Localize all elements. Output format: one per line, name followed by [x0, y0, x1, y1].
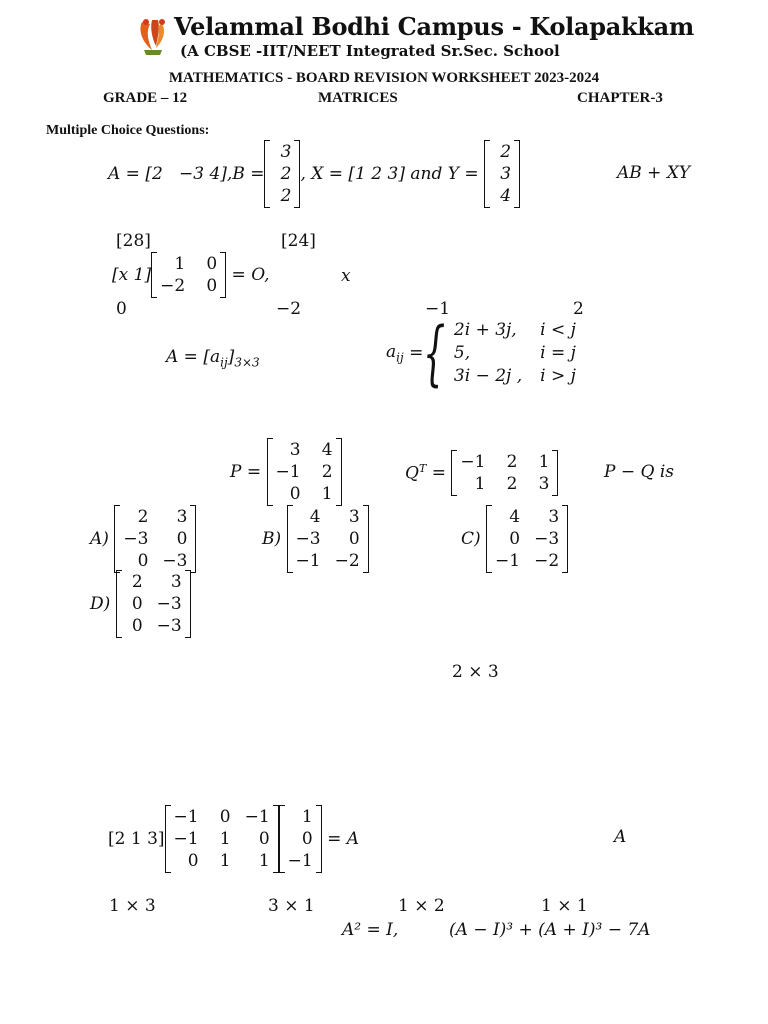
q3-piecewise [386, 312, 576, 394]
q2-option-2: −2 [276, 299, 302, 319]
matrix-cell: −1 [460, 452, 486, 472]
q4-p-label: P = [230, 462, 262, 482]
matrix-cell: 1 [474, 474, 486, 494]
q2-option-4: 2 [573, 299, 584, 319]
q5-order: 2 × 3 [452, 662, 499, 682]
q2-equals: = O, [231, 265, 270, 285]
option-matrix [114, 505, 196, 573]
case-expr: 3i − 2j , [453, 365, 523, 386]
matrix-cell: 0 [301, 829, 313, 849]
q2-option-3: −1 [425, 299, 451, 319]
q4-matrix-p [230, 438, 342, 506]
matrix-cell: −3 [295, 529, 321, 549]
q6-row-vector: [2 1 3] [108, 829, 165, 849]
matrix-cell: −1 [287, 851, 313, 871]
q6-option-1: 1 × 3 [109, 896, 156, 916]
matrix-cell: 2 [137, 507, 149, 527]
matrix-cell: 0 [137, 551, 149, 571]
matrix-cell: 1 [219, 829, 231, 849]
q1-option-1: [28] [116, 231, 151, 251]
matrix-cell: 3 [348, 507, 360, 527]
q6-equals: = A [327, 829, 360, 849]
q2-matrix [151, 252, 226, 298]
q6-option-3: 1 × 2 [398, 896, 445, 916]
matrix-cell: 2 [280, 186, 292, 206]
matrix-cell: 0 [131, 616, 143, 636]
matrix-cell: −3 [123, 529, 149, 549]
matrix-cell: 0 [206, 254, 218, 274]
worksheet-title: MATHEMATICS - BOARD REVISION WORKSHEET 2023-2024 [168, 70, 600, 86]
q1-x-label: , X = [1 2 3] [300, 164, 405, 184]
matrix-cell: 2 [506, 474, 518, 494]
option-label: D) [90, 594, 111, 614]
q6-column-vector [279, 805, 322, 873]
matrix-cell: 4 [309, 507, 321, 527]
section-label: Multiple Choice Questions: [46, 123, 210, 138]
brace-symbol: { [423, 312, 446, 394]
q4-matrix-qt [405, 450, 558, 496]
q6-option-2: 3 × 1 [268, 896, 315, 916]
matrix-p [267, 438, 342, 506]
matrix-cell: 2 [321, 462, 333, 482]
q1-a-rest: −3 4], [179, 164, 233, 184]
chapter-label: CHAPTER-3 [577, 90, 663, 106]
option-label: B) [262, 529, 282, 549]
matrix-cell: −1 [495, 551, 521, 571]
q4-option-c[interactable] [461, 505, 568, 573]
matrix-cell: −3 [156, 616, 182, 636]
matrix-cell: 4 [321, 440, 333, 460]
q4-option-d[interactable] [90, 570, 191, 638]
q6-expression [108, 805, 359, 873]
q7-expression: (A − I)³ + (A + I)³ − 7A [449, 920, 651, 940]
matrix-cell: 4 [500, 186, 512, 206]
q2-expression [112, 252, 270, 298]
q3-matrix-definition: $A = [a_{ij}]_{3\times 3}$ [166, 347, 260, 370]
option-matrix [287, 505, 369, 573]
matrix-cell: −1 [295, 551, 321, 571]
option-label: C) [461, 529, 481, 549]
matrix-cell: 2 [280, 164, 292, 184]
matrix-cell: 3 [289, 440, 301, 460]
matrix-cell: 1 [538, 452, 550, 472]
q4-option-b[interactable] [262, 505, 369, 573]
matrix-cell: 3 [280, 142, 292, 162]
q2-variable: x [341, 266, 351, 286]
matrix-cell: −3 [162, 551, 188, 571]
matrix-cell: 2 [500, 142, 512, 162]
q1-b-label: B = [232, 164, 265, 184]
q3-sub-ij: ij [220, 355, 228, 370]
matrix-cell: 1 [174, 254, 186, 274]
matrix-cell: 1 [321, 484, 333, 504]
option-label: A) [90, 529, 109, 549]
matrix-cell: 0 [176, 529, 188, 549]
matrix-cell: 3 [548, 507, 560, 527]
q3-sub-size: 3×3 [234, 355, 260, 370]
matrix-cell: 0 [258, 829, 270, 849]
matrix-cell: 4 [509, 507, 521, 527]
q4-qt-label: $Q^T$ [405, 462, 427, 484]
q1-a-label: A = [2 [108, 164, 163, 184]
case-cond: i > j [540, 365, 576, 386]
matrix-cell: −1 [275, 462, 301, 482]
q7-condition: A² = I, [342, 920, 399, 940]
matrix-cell: 3 [538, 474, 550, 494]
matrix-cell: 3 [170, 572, 182, 592]
q4-option-a[interactable] [90, 505, 196, 573]
matrix-cell: 0 [206, 276, 218, 296]
q4-ask: P − Q is [604, 462, 674, 482]
q1-matrix-b [264, 140, 300, 208]
q6-matrix [165, 805, 279, 873]
q1-expression [108, 140, 520, 208]
topic-label: MATRICES [318, 90, 398, 106]
grade-label: GRADE – 12 [103, 90, 188, 106]
matrix-cell: 0 [219, 807, 231, 827]
school-subtitle: (A CBSE -IIT/NEET Integrated Sr.Sec. School [180, 42, 560, 60]
matrix-cell: −2 [160, 276, 186, 296]
option-matrix [116, 570, 191, 638]
q2-option-1: 0 [116, 299, 127, 319]
case-expr: 2i + 3j, [453, 319, 517, 340]
q1-option-2: [24] [281, 231, 316, 251]
q1-matrix-y [484, 140, 520, 208]
q1-ask-expression: AB + XY [617, 163, 691, 183]
matrix-cell: −1 [244, 807, 270, 827]
matrix-cell: −3 [156, 594, 182, 614]
matrix-cell: −2 [334, 551, 360, 571]
matrix-cell: 1 [258, 851, 270, 871]
matrix-cell: 0 [348, 529, 360, 549]
q4-qt-equals: = [431, 463, 446, 483]
q1-and-y: and Y = [410, 164, 479, 184]
q3-lhs: A = [a [166, 347, 221, 367]
matrix-cell: 2 [506, 452, 518, 472]
q2-row-vector: [x 1] [112, 265, 152, 285]
option-matrix [486, 505, 568, 573]
matrix-cell: −1 [173, 829, 199, 849]
matrix-cell: 3 [500, 164, 512, 184]
matrix-cell: 0 [509, 529, 521, 549]
matrix-cell: 1 [219, 851, 231, 871]
matrix-cell: 0 [289, 484, 301, 504]
matrix-cell: −2 [534, 551, 560, 571]
matrix-cell: 2 [131, 572, 143, 592]
q6-option-4: 1 × 1 [541, 896, 588, 916]
case-cond: i < j [540, 319, 576, 340]
q3-equals: = [409, 343, 424, 363]
q3-cases [454, 319, 576, 388]
q6-variable: A [614, 827, 627, 847]
matrix-cell: −1 [173, 807, 199, 827]
matrix-cell: 0 [187, 851, 199, 871]
matrix-cell: 3 [176, 507, 188, 527]
matrix-qt [451, 450, 558, 496]
matrix-cell: −3 [534, 529, 560, 549]
matrix-cell: 0 [131, 594, 143, 614]
q3-aij: $a_{ij}$ [386, 341, 404, 365]
case-expr: 5, [453, 342, 471, 363]
school-logo-icon [136, 16, 170, 56]
school-name: Velammal Bodhi Campus - Kolapakkam [174, 12, 694, 41]
matrix-cell: 1 [301, 807, 313, 827]
case-cond: i = j [540, 342, 576, 363]
